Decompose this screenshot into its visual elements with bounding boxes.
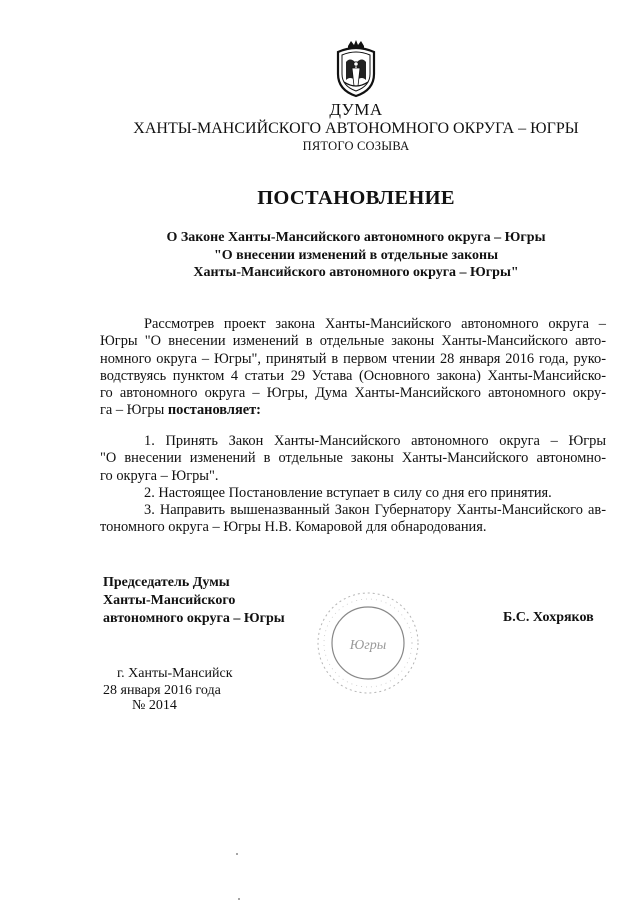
intro-last-line [100, 402, 606, 419]
resolves-keyword: постановляет: [167, 402, 261, 419]
signatory-position-line: автономного округа – Югры [103, 611, 285, 626]
subject-line-1: О Законе Ханты-Мансийского автономного округа – Югры [166, 230, 546, 245]
coat-of-arms-emblem [334, 40, 378, 98]
issue-place: г. Ханты-Мансийск [117, 666, 233, 681]
duma-convocation: ПЯТОГО СОЗЫВА [302, 139, 410, 153]
item-3-line: 3. Направить вышеназванный Закон Губернатору Ханты-Мансийского ав- [144, 502, 606, 519]
scan-speck [236, 853, 238, 855]
seal-center-text: Югры [349, 638, 387, 653]
intro-paragraph [100, 316, 606, 420]
intro-line: номного округа – Югры", принятый в первом чтении 28 января 2016 года, руко- [100, 350, 606, 367]
item-1-line: "О внесении изменений в отдельные законы Ханты-Мансийского автономно- [100, 450, 606, 467]
duma-district: ХАНТЫ-МАНСИЙСКОГО АВТОНОМНОГО ОКРУГА – ЮГРЫ [133, 120, 579, 137]
signatory-name: Б.С. Хохряков [503, 610, 594, 625]
scan-speck [238, 898, 240, 900]
issue-date: 28 января 2016 года [103, 683, 221, 698]
item-3-line: тономного округа – Югры Н.В. Комаровой для обнародования. [100, 519, 487, 536]
document-number: № 2014 [132, 698, 177, 713]
intro-line: Югры "О внесении изменений в отдельные законы Ханты-Мансийского авто- [100, 333, 606, 350]
item-2: 2. Настоящее Постановление вступает в силу со дня его принятия. [144, 484, 552, 501]
subject-line-2: "О внесении изменений в отдельные законы [213, 248, 499, 263]
intro-last-text: га – Югры [100, 402, 168, 419]
intro-line: Рассмотрев проект закона Ханты-Мансийского автономного округа – [144, 316, 606, 332]
duma-title: ДУМА [329, 100, 383, 119]
resolution-items [100, 433, 606, 537]
signatory-position-line: Ханты-Мансийского [103, 593, 236, 608]
signatory-position [103, 574, 285, 628]
official-seal-stamp [308, 583, 428, 703]
subject-line-3: Ханты-Мансийского автономного округа – Югры" [193, 265, 519, 280]
item-1-line: 1. Принять Закон Ханты-Мансийского автономного округа – Югры [144, 433, 606, 449]
intro-line: го автономного округа – Югры, Дума Ханты-Мансийского автономного окру- [100, 385, 606, 402]
document-type-heading: ПОСТАНОВЛЕНИЕ [257, 187, 455, 209]
item-1-line: го округа – Югры". [100, 467, 219, 484]
signatory-position-line: Председатель Думы [103, 575, 230, 590]
intro-line: водствуясь пунктом 4 статьи 29 Устава (Основного закона) Ханты-Мансийско- [100, 367, 606, 384]
